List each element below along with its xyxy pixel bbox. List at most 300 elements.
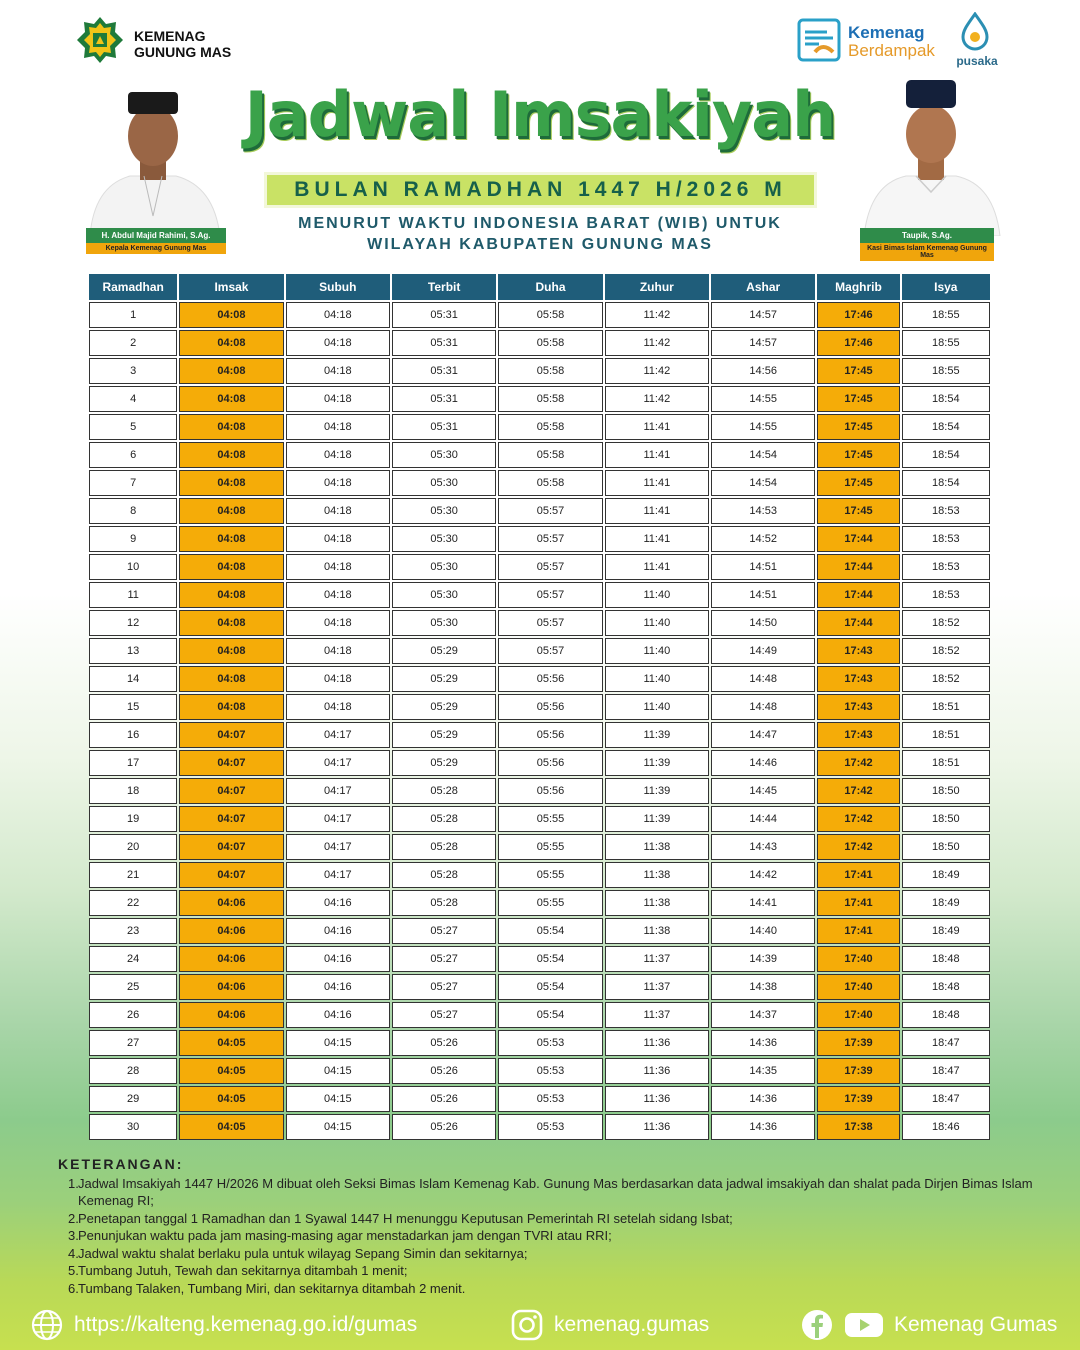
cell-ramadhan: 1 bbox=[89, 302, 177, 328]
cell-subuh: 04:15 bbox=[286, 1086, 390, 1112]
cell-zuhur: 11:38 bbox=[605, 918, 709, 944]
note-number: 4. bbox=[68, 1245, 79, 1261]
cell-ramadhan: 6 bbox=[89, 442, 177, 468]
cell-zuhur: 11:42 bbox=[605, 330, 709, 356]
cell-duha: 05:56 bbox=[498, 722, 602, 748]
facebook-icon bbox=[800, 1308, 834, 1342]
cell-imsak: 04:08 bbox=[179, 330, 283, 356]
cell-maghrib: 17:41 bbox=[817, 918, 899, 944]
portrait-left bbox=[80, 76, 226, 236]
cell-subuh: 04:17 bbox=[286, 778, 390, 804]
globe-icon bbox=[30, 1308, 64, 1342]
cell-imsak: 04:05 bbox=[179, 1114, 283, 1140]
cell-zuhur: 11:41 bbox=[605, 526, 709, 552]
cell-zuhur: 11:39 bbox=[605, 778, 709, 804]
brand-line2: Berdampak bbox=[848, 41, 935, 60]
cell-terbit: 05:29 bbox=[392, 666, 496, 692]
footer-website[interactable] bbox=[30, 1308, 417, 1342]
col-header-ramadhan: Ramadhan bbox=[89, 274, 177, 300]
note-text: Jadwal waktu shalat berlaku pula untuk wilayag Sepang Simin dan sekitarnya; bbox=[78, 1245, 528, 1261]
table-row bbox=[89, 442, 990, 468]
table-row bbox=[89, 302, 990, 328]
org-name-line1: KEMENAG bbox=[134, 28, 206, 44]
cell-imsak: 04:08 bbox=[179, 498, 283, 524]
cell-zuhur: 11:41 bbox=[605, 498, 709, 524]
cell-terbit: 05:28 bbox=[392, 806, 496, 832]
cell-duha: 05:57 bbox=[498, 610, 602, 636]
cell-maghrib: 17:45 bbox=[817, 386, 899, 412]
cell-duha: 05:58 bbox=[498, 358, 602, 384]
note-text: Tumbang Talaken, Tumbang Miri, dan sekitarnya ditambah 2 menit. bbox=[78, 1280, 466, 1296]
official-left-role: Kepala Kemenag Gunung Mas bbox=[86, 243, 226, 254]
cell-subuh: 04:18 bbox=[286, 526, 390, 552]
cell-ashar: 14:47 bbox=[711, 722, 815, 748]
cell-subuh: 04:15 bbox=[286, 1114, 390, 1140]
cell-terbit: 05:28 bbox=[392, 862, 496, 888]
subtitle-line1: MENURUT WAKTU INDONESIA BARAT (WIB) UNTUK bbox=[298, 215, 782, 232]
cell-isya: 18:49 bbox=[902, 918, 990, 944]
cell-terbit: 05:27 bbox=[392, 918, 496, 944]
cell-ramadhan: 20 bbox=[89, 834, 177, 860]
table-row bbox=[89, 1030, 990, 1056]
cell-isya: 18:55 bbox=[902, 358, 990, 384]
cell-ramadhan: 12 bbox=[89, 610, 177, 636]
cell-imsak: 04:08 bbox=[179, 414, 283, 440]
cell-subuh: 04:18 bbox=[286, 442, 390, 468]
table-row bbox=[89, 722, 990, 748]
cell-imsak: 04:08 bbox=[179, 386, 283, 412]
instagram-handle[interactable]: kemenag.gumas bbox=[554, 1313, 710, 1336]
cell-isya: 18:48 bbox=[902, 974, 990, 1000]
cell-imsak: 04:06 bbox=[179, 890, 283, 916]
cell-isya: 18:54 bbox=[902, 442, 990, 468]
cell-terbit: 05:30 bbox=[392, 526, 496, 552]
cell-duha: 05:58 bbox=[498, 470, 602, 496]
cell-zuhur: 11:42 bbox=[605, 386, 709, 412]
note-text: Penunjukan waktu pada jam masing-masing agar menstadarkan jam dengan TVRI atau RRI; bbox=[78, 1228, 612, 1243]
cell-zuhur: 11:39 bbox=[605, 750, 709, 776]
cell-zuhur: 11:37 bbox=[605, 946, 709, 972]
cell-imsak: 04:07 bbox=[179, 834, 283, 860]
official-left-tag bbox=[86, 228, 226, 254]
cell-imsak: 04:07 bbox=[179, 806, 283, 832]
cell-imsak: 04:05 bbox=[179, 1086, 283, 1112]
cell-duha: 05:56 bbox=[498, 750, 602, 776]
cell-duha: 05:57 bbox=[498, 526, 602, 552]
org-name bbox=[134, 28, 231, 60]
page-title: Jadwal Imsakiyah bbox=[244, 78, 836, 151]
cell-maghrib: 17:39 bbox=[817, 1058, 899, 1084]
cell-ramadhan: 21 bbox=[89, 862, 177, 888]
cell-isya: 18:52 bbox=[902, 638, 990, 664]
org-name-line2: GUNUNG MAS bbox=[134, 44, 232, 60]
cell-subuh: 04:16 bbox=[286, 974, 390, 1000]
cell-isya: 18:47 bbox=[902, 1030, 990, 1056]
cell-duha: 05:54 bbox=[498, 974, 602, 1000]
table-row bbox=[89, 1058, 990, 1084]
cell-ramadhan: 22 bbox=[89, 890, 177, 916]
note-number: 5. bbox=[68, 1263, 79, 1278]
cell-subuh: 04:17 bbox=[286, 750, 390, 776]
cell-ashar: 14:41 bbox=[711, 890, 815, 916]
cell-ashar: 14:48 bbox=[711, 666, 815, 692]
note-item bbox=[68, 1245, 1048, 1263]
cell-zuhur: 11:41 bbox=[605, 470, 709, 496]
cell-ashar: 14:48 bbox=[711, 694, 815, 720]
cell-duha: 05:58 bbox=[498, 330, 602, 356]
cell-terbit: 05:27 bbox=[392, 1002, 496, 1028]
cell-duha: 05:56 bbox=[498, 778, 602, 804]
cell-duha: 05:58 bbox=[498, 386, 602, 412]
cell-terbit: 05:26 bbox=[392, 1114, 496, 1140]
cell-terbit: 05:29 bbox=[392, 694, 496, 720]
cell-ramadhan: 28 bbox=[89, 1058, 177, 1084]
cell-imsak: 04:08 bbox=[179, 694, 283, 720]
youtube-icon bbox=[844, 1308, 884, 1342]
cell-ramadhan: 9 bbox=[89, 526, 177, 552]
note-item bbox=[68, 1280, 1048, 1298]
social-name[interactable]: Kemenag Gumas bbox=[894, 1313, 1058, 1336]
cell-terbit: 05:29 bbox=[392, 750, 496, 776]
cell-terbit: 05:31 bbox=[392, 330, 496, 356]
cell-subuh: 04:18 bbox=[286, 694, 390, 720]
cell-ashar: 14:42 bbox=[711, 862, 815, 888]
cell-ramadhan: 16 bbox=[89, 722, 177, 748]
table-row bbox=[89, 974, 990, 1000]
cell-zuhur: 11:38 bbox=[605, 834, 709, 860]
cell-zuhur: 11:37 bbox=[605, 1002, 709, 1028]
cell-ramadhan: 11 bbox=[89, 582, 177, 608]
table-row bbox=[89, 890, 990, 916]
cell-maghrib: 17:44 bbox=[817, 582, 899, 608]
table-row bbox=[89, 1114, 990, 1140]
cell-ramadhan: 26 bbox=[89, 1002, 177, 1028]
subtitle-line2: WILAYAH KABUPATEN GUNUNG MAS bbox=[367, 236, 713, 253]
cell-imsak: 04:06 bbox=[179, 946, 283, 972]
cell-isya: 18:51 bbox=[902, 722, 990, 748]
cell-ramadhan: 5 bbox=[89, 414, 177, 440]
cell-zuhur: 11:40 bbox=[605, 582, 709, 608]
cell-ramadhan: 7 bbox=[89, 470, 177, 496]
cell-maghrib: 17:43 bbox=[817, 666, 899, 692]
cell-maghrib: 17:39 bbox=[817, 1030, 899, 1056]
table-row bbox=[89, 1086, 990, 1112]
cell-zuhur: 11:36 bbox=[605, 1086, 709, 1112]
cell-isya: 18:54 bbox=[902, 470, 990, 496]
cell-isya: 18:50 bbox=[902, 806, 990, 832]
cell-maghrib: 17:39 bbox=[817, 1086, 899, 1112]
kemenag-logo bbox=[76, 16, 124, 64]
cell-imsak: 04:08 bbox=[179, 638, 283, 664]
cell-isya: 18:52 bbox=[902, 610, 990, 636]
cell-subuh: 04:18 bbox=[286, 610, 390, 636]
table-body bbox=[89, 302, 990, 1140]
cell-subuh: 04:18 bbox=[286, 582, 390, 608]
cell-ashar: 14:38 bbox=[711, 974, 815, 1000]
table-row bbox=[89, 526, 990, 552]
cell-isya: 18:47 bbox=[902, 1086, 990, 1112]
cell-terbit: 05:27 bbox=[392, 974, 496, 1000]
cell-terbit: 05:30 bbox=[392, 610, 496, 636]
cell-maghrib: 17:41 bbox=[817, 890, 899, 916]
cell-ashar: 14:54 bbox=[711, 470, 815, 496]
cell-zuhur: 11:41 bbox=[605, 554, 709, 580]
cell-subuh: 04:18 bbox=[286, 638, 390, 664]
cell-duha: 05:54 bbox=[498, 946, 602, 972]
cell-isya: 18:52 bbox=[902, 666, 990, 692]
cell-isya: 18:55 bbox=[902, 330, 990, 356]
cell-terbit: 05:31 bbox=[392, 302, 496, 328]
cell-duha: 05:57 bbox=[498, 498, 602, 524]
cell-isya: 18:54 bbox=[902, 414, 990, 440]
cell-duha: 05:57 bbox=[498, 638, 602, 664]
cell-ashar: 14:43 bbox=[711, 834, 815, 860]
table-row bbox=[89, 358, 990, 384]
cell-subuh: 04:15 bbox=[286, 1030, 390, 1056]
cell-subuh: 04:17 bbox=[286, 834, 390, 860]
cell-ashar: 14:52 bbox=[711, 526, 815, 552]
cell-isya: 18:46 bbox=[902, 1114, 990, 1140]
cell-terbit: 05:26 bbox=[392, 1058, 496, 1084]
cell-ashar: 14:45 bbox=[711, 778, 815, 804]
footer-social[interactable] bbox=[800, 1308, 1057, 1342]
cell-isya: 18:48 bbox=[902, 946, 990, 972]
cell-ramadhan: 29 bbox=[89, 1086, 177, 1112]
cell-zuhur: 11:40 bbox=[605, 694, 709, 720]
cell-duha: 05:55 bbox=[498, 834, 602, 860]
cell-ramadhan: 8 bbox=[89, 498, 177, 524]
cell-maghrib: 17:46 bbox=[817, 330, 899, 356]
cell-subuh: 04:18 bbox=[286, 302, 390, 328]
notes-heading: KETERANGAN: bbox=[58, 1156, 184, 1172]
cell-maghrib: 17:42 bbox=[817, 778, 899, 804]
table-row bbox=[89, 414, 990, 440]
table-row bbox=[89, 750, 990, 776]
cell-imsak: 04:07 bbox=[179, 778, 283, 804]
col-header-zuhur: Zuhur bbox=[605, 274, 709, 300]
cell-isya: 18:50 bbox=[902, 834, 990, 860]
cell-maghrib: 17:43 bbox=[817, 638, 899, 664]
cell-duha: 05:53 bbox=[498, 1030, 602, 1056]
cell-maghrib: 17:41 bbox=[817, 862, 899, 888]
instagram-icon bbox=[510, 1308, 544, 1342]
pusaka-text: pusaka bbox=[956, 54, 998, 68]
cell-ramadhan: 10 bbox=[89, 554, 177, 580]
cell-subuh: 04:15 bbox=[286, 1058, 390, 1084]
note-item bbox=[68, 1210, 1048, 1228]
cell-ashar: 14:37 bbox=[711, 1002, 815, 1028]
cell-maghrib: 17:46 bbox=[817, 302, 899, 328]
col-header-terbit: Terbit bbox=[392, 274, 496, 300]
cell-maghrib: 17:44 bbox=[817, 554, 899, 580]
cell-subuh: 04:18 bbox=[286, 498, 390, 524]
cell-imsak: 04:08 bbox=[179, 582, 283, 608]
cell-zuhur: 11:39 bbox=[605, 722, 709, 748]
cell-zuhur: 11:36 bbox=[605, 1030, 709, 1056]
cell-ramadhan: 3 bbox=[89, 358, 177, 384]
cell-terbit: 05:26 bbox=[392, 1086, 496, 1112]
cell-zuhur: 11:40 bbox=[605, 666, 709, 692]
cell-imsak: 04:08 bbox=[179, 442, 283, 468]
cell-ashar: 14:55 bbox=[711, 386, 815, 412]
cell-duha: 05:56 bbox=[498, 666, 602, 692]
cell-ashar: 14:57 bbox=[711, 330, 815, 356]
cell-imsak: 04:08 bbox=[179, 470, 283, 496]
notes-section bbox=[58, 1156, 1048, 1297]
cell-subuh: 04:16 bbox=[286, 1002, 390, 1028]
cell-ramadhan: 24 bbox=[89, 946, 177, 972]
cell-maghrib: 17:42 bbox=[817, 834, 899, 860]
table-row bbox=[89, 806, 990, 832]
cell-terbit: 05:30 bbox=[392, 498, 496, 524]
cell-maghrib: 17:45 bbox=[817, 414, 899, 440]
imsakiyah-table bbox=[87, 272, 992, 1142]
table-row bbox=[89, 862, 990, 888]
cell-maghrib: 17:44 bbox=[817, 526, 899, 552]
pusaka-logo-icon bbox=[960, 12, 990, 52]
cell-terbit: 05:30 bbox=[392, 470, 496, 496]
cell-isya: 18:54 bbox=[902, 386, 990, 412]
brand-line1: Kemenag bbox=[848, 23, 925, 42]
table-row bbox=[89, 834, 990, 860]
cell-ashar: 14:50 bbox=[711, 610, 815, 636]
note-text: Penetapan tanggal 1 Ramadhan dan 1 Syawal 1447 H menunggu Keputusan Pemerintah RI setelah sidang Isbat; bbox=[78, 1210, 733, 1226]
cell-subuh: 04:18 bbox=[286, 358, 390, 384]
cell-imsak: 04:08 bbox=[179, 554, 283, 580]
cell-zuhur: 11:39 bbox=[605, 806, 709, 832]
cell-maghrib: 17:45 bbox=[817, 358, 899, 384]
cell-imsak: 04:06 bbox=[179, 974, 283, 1000]
table-row bbox=[89, 470, 990, 496]
cell-maghrib: 17:42 bbox=[817, 806, 899, 832]
cell-maghrib: 17:45 bbox=[817, 470, 899, 496]
note-number: 1. bbox=[68, 1175, 79, 1191]
cell-ashar: 14:35 bbox=[711, 1058, 815, 1084]
cell-imsak: 04:08 bbox=[179, 302, 283, 328]
cell-isya: 18:53 bbox=[902, 582, 990, 608]
cell-maghrib: 17:45 bbox=[817, 498, 899, 524]
cell-duha: 05:55 bbox=[498, 862, 602, 888]
official-left-name: H. Abdul Majid Rahimi, S.Ag. bbox=[86, 228, 226, 243]
cell-duha: 05:58 bbox=[498, 442, 602, 468]
cell-terbit: 05:26 bbox=[392, 1030, 496, 1056]
col-header-duha: Duha bbox=[498, 274, 602, 300]
berdampak-logo-icon bbox=[797, 18, 841, 62]
ramadhan-banner: BULAN RAMADHAN 1447 H/2026 M bbox=[264, 172, 817, 208]
cell-duha: 05:53 bbox=[498, 1114, 602, 1140]
table-row bbox=[89, 946, 990, 972]
cell-terbit: 05:30 bbox=[392, 554, 496, 580]
cell-subuh: 04:17 bbox=[286, 722, 390, 748]
cell-subuh: 04:17 bbox=[286, 862, 390, 888]
cell-terbit: 05:31 bbox=[392, 358, 496, 384]
col-header-maghrib: Maghrib bbox=[817, 274, 899, 300]
cell-ramadhan: 14 bbox=[89, 666, 177, 692]
table-row bbox=[89, 386, 990, 412]
cell-ashar: 14:51 bbox=[711, 582, 815, 608]
cell-maghrib: 17:38 bbox=[817, 1114, 899, 1140]
cell-zuhur: 11:37 bbox=[605, 974, 709, 1000]
table-row bbox=[89, 666, 990, 692]
cell-isya: 18:49 bbox=[902, 890, 990, 916]
cell-isya: 18:53 bbox=[902, 526, 990, 552]
cell-ramadhan: 23 bbox=[89, 918, 177, 944]
cell-duha: 05:54 bbox=[498, 918, 602, 944]
cell-imsak: 04:05 bbox=[179, 1030, 283, 1056]
table-row bbox=[89, 638, 990, 664]
cell-subuh: 04:18 bbox=[286, 666, 390, 692]
footer-instagram[interactable] bbox=[510, 1308, 709, 1342]
cell-subuh: 04:16 bbox=[286, 918, 390, 944]
table-row bbox=[89, 330, 990, 356]
cell-maghrib: 17:42 bbox=[817, 750, 899, 776]
website-link[interactable]: https://kalteng.kemenag.go.id/gumas bbox=[74, 1313, 418, 1336]
cell-duha: 05:55 bbox=[498, 890, 602, 916]
col-header-subuh: Subuh bbox=[286, 274, 390, 300]
note-item bbox=[68, 1175, 1048, 1210]
table-row bbox=[89, 610, 990, 636]
cell-ashar: 14:36 bbox=[711, 1114, 815, 1140]
official-right-role: Kasi Bimas Islam Kemenag Gunung Mas bbox=[860, 243, 994, 261]
cell-ashar: 14:36 bbox=[711, 1030, 815, 1056]
cell-isya: 18:47 bbox=[902, 1058, 990, 1084]
cell-ramadhan: 19 bbox=[89, 806, 177, 832]
col-header-ashar: Ashar bbox=[711, 274, 815, 300]
cell-zuhur: 11:38 bbox=[605, 890, 709, 916]
cell-zuhur: 11:38 bbox=[605, 862, 709, 888]
cell-terbit: 05:28 bbox=[392, 778, 496, 804]
cell-duha: 05:53 bbox=[498, 1058, 602, 1084]
cell-isya: 18:55 bbox=[902, 302, 990, 328]
cell-ashar: 14:46 bbox=[711, 750, 815, 776]
cell-subuh: 04:16 bbox=[286, 946, 390, 972]
cell-zuhur: 11:41 bbox=[605, 442, 709, 468]
cell-ashar: 14:40 bbox=[711, 918, 815, 944]
notes-list bbox=[58, 1175, 1048, 1298]
cell-imsak: 04:07 bbox=[179, 750, 283, 776]
cell-imsak: 04:06 bbox=[179, 1002, 283, 1028]
cell-imsak: 04:07 bbox=[179, 722, 283, 748]
cell-ramadhan: 2 bbox=[89, 330, 177, 356]
cell-ashar: 14:49 bbox=[711, 638, 815, 664]
cell-zuhur: 11:42 bbox=[605, 302, 709, 328]
cell-ashar: 14:57 bbox=[711, 302, 815, 328]
cell-isya: 18:49 bbox=[902, 862, 990, 888]
cell-imsak: 04:08 bbox=[179, 610, 283, 636]
note-text: Tumbang Jutuh, Tewah dan sekitarnya ditambah 1 menit; bbox=[78, 1263, 408, 1278]
cell-ashar: 14:39 bbox=[711, 946, 815, 972]
cell-imsak: 04:07 bbox=[179, 862, 283, 888]
cell-ashar: 14:56 bbox=[711, 358, 815, 384]
official-right-name: Taupik, S.Ag. bbox=[860, 228, 994, 243]
cell-subuh: 04:18 bbox=[286, 470, 390, 496]
cell-subuh: 04:18 bbox=[286, 414, 390, 440]
cell-maghrib: 17:40 bbox=[817, 974, 899, 1000]
cell-subuh: 04:17 bbox=[286, 806, 390, 832]
cell-subuh: 04:16 bbox=[286, 890, 390, 916]
table-row bbox=[89, 498, 990, 524]
cell-imsak: 04:06 bbox=[179, 918, 283, 944]
cell-ramadhan: 30 bbox=[89, 1114, 177, 1140]
cell-terbit: 05:28 bbox=[392, 890, 496, 916]
cell-duha: 05:54 bbox=[498, 1002, 602, 1028]
table-row bbox=[89, 554, 990, 580]
cell-ashar: 14:53 bbox=[711, 498, 815, 524]
cell-duha: 05:55 bbox=[498, 806, 602, 832]
cell-maghrib: 17:43 bbox=[817, 722, 899, 748]
cell-ashar: 14:55 bbox=[711, 414, 815, 440]
subtitle bbox=[270, 213, 810, 255]
